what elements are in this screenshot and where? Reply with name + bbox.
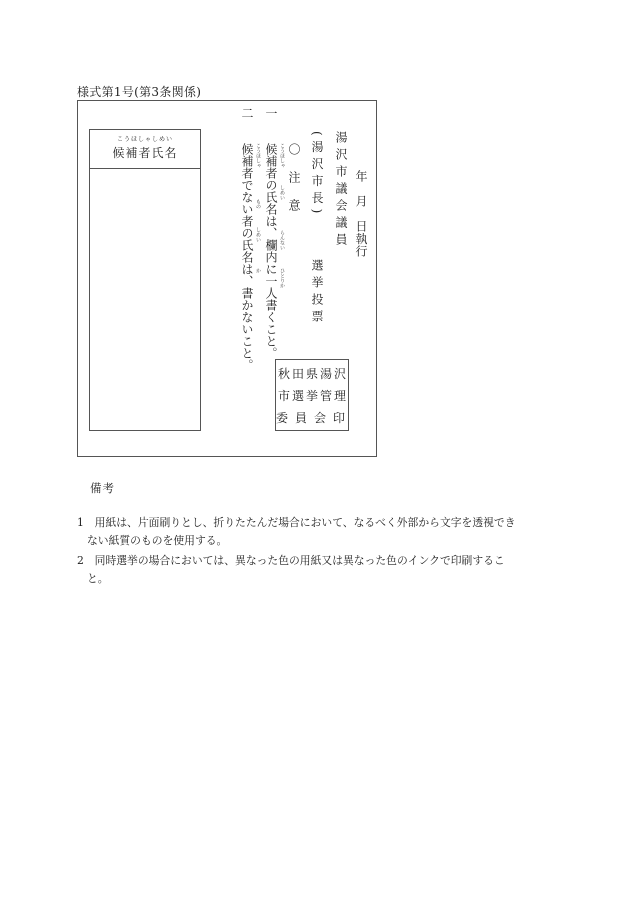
note1-number: 一 bbox=[264, 107, 278, 119]
election-commission-seal bbox=[275, 359, 353, 431]
note1-text: 候補者の氏名は、欄内に一人書くこと。 bbox=[264, 143, 278, 359]
note1-ruby-kohosha: こうほしゃ bbox=[279, 143, 285, 168]
note1-ruby-hitorika: ひとりか bbox=[279, 268, 285, 288]
remark-2-line-2: と。 bbox=[87, 572, 109, 585]
note2-number: 二 bbox=[240, 107, 254, 119]
remark-2-line-1: 2 同時選挙の場合においては、異なった色の用紙又は異なった色のインクで印刷するこ bbox=[77, 554, 505, 567]
candidate-name-header bbox=[90, 130, 200, 169]
note1-ruby-shimei: しめい bbox=[279, 185, 285, 200]
form-title: 様式第1号(第3条関係) bbox=[77, 85, 202, 99]
candidate-name-ruby: こうほしゃしめい bbox=[116, 136, 173, 143]
note2-ruby-shimei: しめい bbox=[255, 227, 261, 242]
mayor-election-note: (湯沢市長) bbox=[310, 131, 324, 219]
vote-label: 選挙投票 bbox=[310, 259, 324, 327]
note1-ruby-rannai: らんない bbox=[279, 230, 285, 250]
note2-ruby-kohosha: こうほしゃ bbox=[255, 143, 261, 168]
seal-line-1: 秋田県湯沢 bbox=[277, 367, 348, 381]
candidate-name-box[interactable] bbox=[89, 129, 201, 431]
seal-line-2: 市選挙管理 bbox=[277, 389, 348, 403]
candidate-name-label: 候補者氏名 bbox=[112, 146, 178, 160]
caution-heading: 〇 注 意 bbox=[287, 143, 301, 213]
election-title: 湯沢市議会議員 bbox=[334, 131, 348, 250]
execution-date: 年 月 日執行 bbox=[354, 170, 368, 258]
note2-text: 候補者でない者の氏名は、書かないこと。 bbox=[240, 143, 254, 371]
remark-1-line-2: ない紙質のものを使用する。 bbox=[87, 534, 228, 547]
seal-line-3: 委員会印 bbox=[276, 411, 353, 425]
remarks-heading: 備考 bbox=[90, 481, 115, 495]
remark-1-line-1: 1 用紙は、片面刷りとし、折りたたんだ場合において、なるべく外部から文字を透視でき bbox=[77, 516, 516, 529]
note2-ruby-ka: か bbox=[255, 268, 261, 273]
note2-ruby-mono: もの bbox=[255, 199, 261, 209]
